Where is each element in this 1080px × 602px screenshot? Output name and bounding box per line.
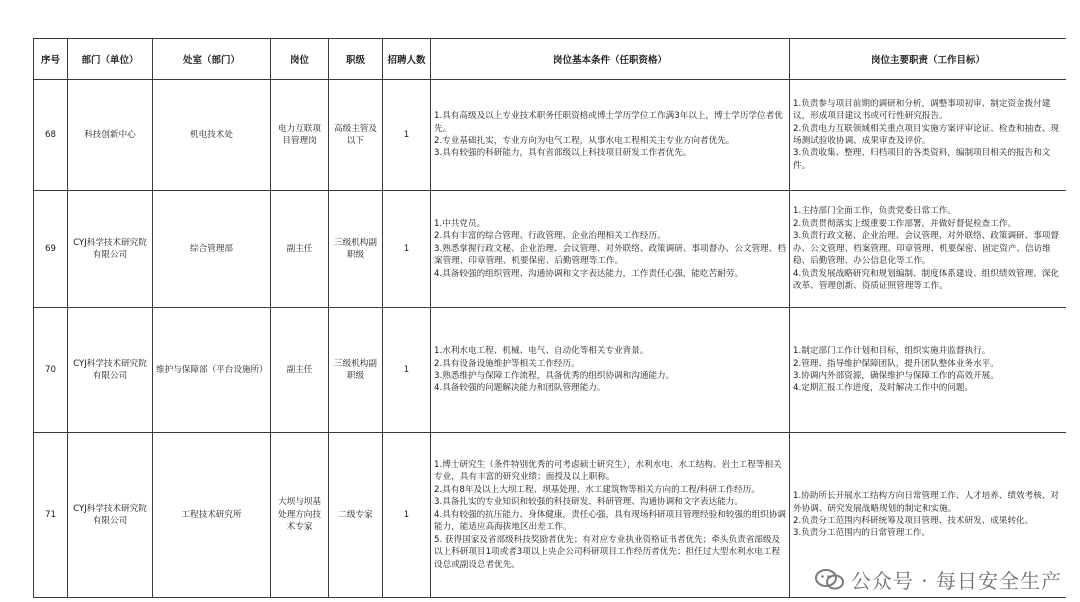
cell-no: 71 xyxy=(34,433,68,598)
cell-position: 电力互联项目管理岗 xyxy=(271,80,329,191)
cell-position: 副主任 xyxy=(271,191,329,308)
requirement-item: 4.具有较强的抗压能力、身体健康，责任心强，具有现场科研项目管理经验和较强的组织协调能力，能适应高海拔地区出差工作。 xyxy=(434,509,786,533)
duty-item: 3.负责分工范围内的日常管理工作。 xyxy=(793,528,931,539)
cell-level: 高级主管及以下 xyxy=(329,80,383,191)
cell-count: 1 xyxy=(383,80,431,191)
cell-office: 综合管理部 xyxy=(153,191,271,308)
requirement-item: 2.具有丰富的综合管理、行政管理、企业治理相关工作经历。 xyxy=(434,231,666,242)
watermark-text: 公众号 · 每日安全生产 xyxy=(850,569,1062,593)
requirement-item: 2.具有8年及以上大坝工程、坝基处理、水工建筑物等相关方向的工程/科研工作经历。 xyxy=(434,484,760,495)
requirement-item: 3.具有较强的科研能力，具有省部级以上科技项目研发工作者优先。 xyxy=(434,148,692,159)
cell-dept: 科技创新中心 xyxy=(68,80,153,191)
table-row xyxy=(34,308,1067,433)
requirement-item: 1.具有高级及以上专业技术职务任职资格或博士学历学位工作满3年以上，博士学历学位者优先。 xyxy=(434,111,783,134)
cell-no: 69 xyxy=(34,191,68,308)
duty-item: 4.定期汇报工作进度，及时解决工作中的问题。 xyxy=(793,383,974,394)
cell-position: 大坝与坝基处理方向技术专家 xyxy=(271,433,329,598)
duty-item: 2.管理、指导维护保障团队，提升团队整体业务水平。 xyxy=(793,358,999,369)
cell-duties xyxy=(790,191,1067,308)
table-row xyxy=(34,191,1067,308)
duty-item: 1.负责参与项目前期的调研和分析，调整事项初审、制定资金拨付建议，形成项目建议书或可行性研究报告。 xyxy=(793,98,1051,122)
requirement-item: 1.水利水电工程、机械、电气、自动化等相关专业背景。 xyxy=(434,346,649,357)
header-position: 岗位 xyxy=(271,39,329,80)
duty-item: 2.负责电力互联领域相关重点项目实施方案评审论证、检查和抽查、现场测试验收协调、成果审查及评价。 xyxy=(793,123,1060,146)
duty-item: 1.协助所长开展水工结构方向日常管理工作、人才培养、绩效考核、对外协调、研究发展战略规划的制定和实施。 xyxy=(793,491,1060,514)
cell-level: 二级专家 xyxy=(329,433,383,598)
table-row xyxy=(34,80,1067,191)
duty-item: 3.负责行政文秘、企业治理、会议管理、对外联络、政策调研、事项督办、公文管理、档案管理、印章管理、机要保密、固定资产、信访维稳、后勤管理、办公信息化等工作。 xyxy=(793,231,1060,267)
header-requirements: 岗位基本条件（任职资格） xyxy=(431,39,790,80)
cell-duties xyxy=(790,80,1067,191)
header-duties: 岗位主要职责（工作目标） xyxy=(790,39,1067,80)
requirement-item: 4.具备较强的组织管理、沟通协调和文字表达能力，工作责任心强，能吃苦耐劳。 xyxy=(434,268,743,279)
cell-no: 68 xyxy=(34,80,68,191)
cell-position: 副主任 xyxy=(271,308,329,433)
cell-count: 1 xyxy=(383,308,431,433)
cell-dept: CYJ科学技术研究院有限公司 xyxy=(68,433,153,598)
duty-item: 1.主持部门全面工作，负责党委日常工作。 xyxy=(793,206,956,217)
watermark xyxy=(815,565,1062,594)
requirement-item: 3.熟悉掌握行政文秘、企业治理、会议管理、对外联络、政策调研、事项督办、公文管理、档案管理、印章管理、机要保密、后勤管理等工作。 xyxy=(434,243,786,267)
cell-requirements xyxy=(431,191,790,308)
duty-item: 2.负责贯彻落实上级重要工作部署，并做好督促检查工作。 xyxy=(793,218,1017,229)
header-level: 职级 xyxy=(329,39,383,80)
cell-office: 机电技术处 xyxy=(153,80,271,191)
wechat-official-account-icon xyxy=(815,568,845,592)
cell-level: 三级机构副职级 xyxy=(329,191,383,308)
cell-requirements xyxy=(431,308,790,433)
recruitment-table xyxy=(33,38,1066,598)
requirement-item: 2.具有设备设施维护等相关工作经历。 xyxy=(434,358,580,369)
cell-requirements xyxy=(431,433,790,598)
cell-count: 1 xyxy=(383,433,431,598)
duty-item: 4.负责发展战略研究和规划编制、制度体系建设、组织绩效管理、深化改革、管理创新、资质证照管理等工作。 xyxy=(793,268,1060,292)
cell-office: 维护与保障部（平台设施所） xyxy=(153,308,271,433)
header-dept: 部门（单位） xyxy=(68,39,153,80)
duty-item: 3.负责收集、整理、归档项目的各类资料，编制项目相关的报告和文件。 xyxy=(793,148,1051,171)
header-office: 处室（部门） xyxy=(153,39,271,80)
cell-duties xyxy=(790,308,1067,433)
requirement-item: 1.中共党员。 xyxy=(434,218,486,229)
requirement-item: 4.具备较强的问题解决能力和团队管理能力。 xyxy=(434,383,606,394)
cell-requirements xyxy=(431,80,790,191)
cell-office: 工程技术研究所 xyxy=(153,433,271,598)
cell-dept: CYJ科学技术研究院有限公司 xyxy=(68,191,153,308)
table-header-row xyxy=(34,39,1067,80)
duty-item: 2.负责分工范围内科研统筹及项目管理、技术研发、成果转化。 xyxy=(793,516,1034,526)
cell-dept: CYJ科学技术研究院有限公司 xyxy=(68,308,153,433)
cell-count: 1 xyxy=(383,191,431,308)
duty-item: 1.制定部门工作计划和目标，组织实施并监督执行。 xyxy=(793,346,991,357)
requirement-item: 5. 获得国家及省部级科技奖励者优先；有对应专业执业资格证书者优先；牵头负责省部级及以上科研项目1项或者3项以上央企公司科研项目工作经历者优先；担任过大型水利水电工程设总或副设总者优先。 xyxy=(434,534,781,570)
requirement-item: 3.具备扎实的专业知识和较强的科技研发、科研管理、沟通协调和文字表达能力。 xyxy=(434,497,743,508)
requirement-item: 2.专业基础扎实，专业方向为电气工程，从事水电工程相关主专业方向者优先。 xyxy=(434,136,735,146)
cell-no: 70 xyxy=(34,308,68,433)
header-count: 招聘人数 xyxy=(383,39,431,80)
header-no: 序号 xyxy=(34,39,68,80)
requirement-item: 1.博士研究生（条件特别优秀的可考虑硕士研究生），水利水电、水工结构、岩土工程等相关专业，具有丰富的研究业绩；面授及以上职称。 xyxy=(434,459,782,483)
cell-level: 三级机构副职级 xyxy=(329,308,383,433)
requirement-item: 3.熟悉维护与保障工作流程，具备优秀的组织协调和沟通能力。 xyxy=(434,371,675,381)
document-frame xyxy=(33,38,1066,598)
duty-item: 3.协调内外部资源，确保维护与保障工作的高效开展。 xyxy=(793,371,999,381)
